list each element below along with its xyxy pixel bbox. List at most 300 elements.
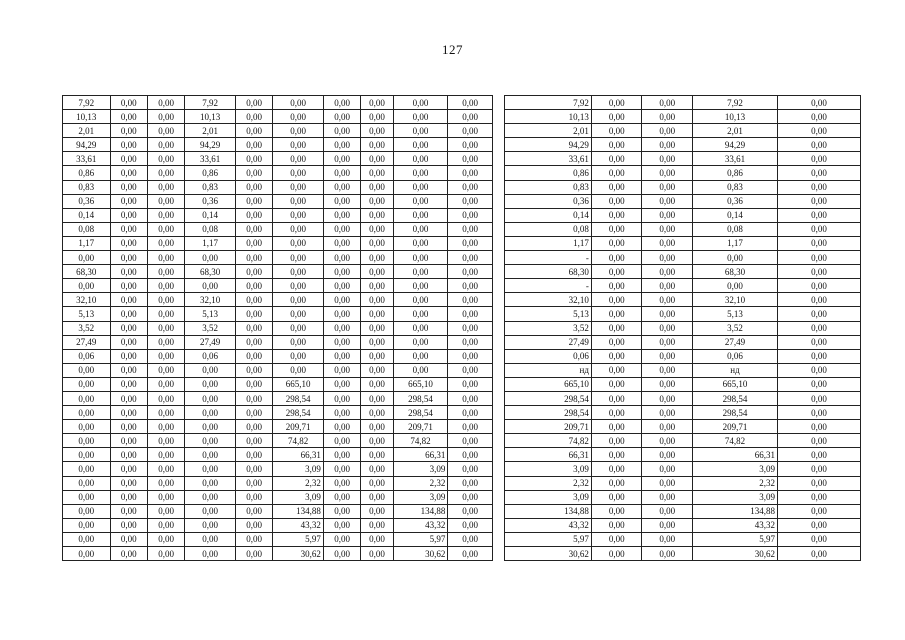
table-cell: 0,00 bbox=[235, 166, 272, 180]
table-cell: 27,49 bbox=[504, 335, 591, 349]
table-cell: 0,00 bbox=[777, 363, 860, 377]
table-cell: 68,30 bbox=[504, 265, 591, 279]
table-cell: 5,97 bbox=[504, 532, 591, 546]
table-cell: 0,00 bbox=[642, 420, 693, 434]
table-cell: 0,00 bbox=[63, 434, 111, 448]
table-cell: 0,00 bbox=[323, 208, 360, 222]
table-cell: 0,00 bbox=[110, 547, 147, 561]
table-row bbox=[63, 547, 861, 561]
column-gap bbox=[492, 166, 504, 180]
table-cell: 0,00 bbox=[147, 504, 184, 518]
table-cell: 0,00 bbox=[361, 335, 393, 349]
table-cell: 0,00 bbox=[777, 222, 860, 236]
table-cell: 0,00 bbox=[185, 391, 236, 405]
table-cell: 0,00 bbox=[235, 251, 272, 265]
table-cell: 68,30 bbox=[185, 265, 236, 279]
table-cell: нд bbox=[504, 363, 591, 377]
table-cell: 66,31 bbox=[693, 448, 778, 462]
table-cell: 0,00 bbox=[63, 391, 111, 405]
table-cell: 0,00 bbox=[323, 96, 360, 110]
table-row bbox=[63, 321, 861, 335]
table-cell: 0,00 bbox=[777, 96, 860, 110]
table-cell: 0,00 bbox=[591, 96, 642, 110]
table-cell: 0,00 bbox=[642, 406, 693, 420]
table-cell: 0,00 bbox=[642, 236, 693, 250]
table-row bbox=[63, 307, 861, 321]
table-cell: 0,00 bbox=[147, 180, 184, 194]
table-cell: 0,00 bbox=[110, 307, 147, 321]
table-cell: 0,00 bbox=[235, 208, 272, 222]
table-cell: 0,00 bbox=[642, 166, 693, 180]
column-gap bbox=[492, 307, 504, 321]
table-cell: 0,14 bbox=[185, 208, 236, 222]
table-cell: 0,00 bbox=[642, 363, 693, 377]
table-cell: 0,00 bbox=[448, 476, 493, 490]
table-cell: 1,17 bbox=[63, 236, 111, 250]
table-cell: 0,00 bbox=[591, 110, 642, 124]
table-cell: 0,00 bbox=[777, 434, 860, 448]
table-cell: 0,00 bbox=[185, 490, 236, 504]
table-row bbox=[63, 448, 861, 462]
table-cell: 0,00 bbox=[185, 406, 236, 420]
table-cell: 298,54 bbox=[393, 391, 448, 405]
table-cell: 0,00 bbox=[235, 391, 272, 405]
table-cell: 0,00 bbox=[591, 490, 642, 504]
table-cell: 0,00 bbox=[777, 391, 860, 405]
table-cell: 0,00 bbox=[393, 96, 448, 110]
table-cell: 0,00 bbox=[185, 532, 236, 546]
table-cell: 0,00 bbox=[110, 363, 147, 377]
table-cell: 0,00 bbox=[393, 222, 448, 236]
table-cell: 0,00 bbox=[323, 152, 360, 166]
table-cell: 0,00 bbox=[393, 307, 448, 321]
table-cell: 0,00 bbox=[235, 462, 272, 476]
table-cell: 94,29 bbox=[504, 138, 591, 152]
table-cell: 0,00 bbox=[110, 476, 147, 490]
data-table bbox=[62, 95, 861, 561]
table-cell: 0,00 bbox=[323, 138, 360, 152]
table-cell: 134,88 bbox=[393, 504, 448, 518]
table-cell: 2,01 bbox=[504, 124, 591, 138]
table-cell: 0,00 bbox=[235, 363, 272, 377]
column-gap bbox=[492, 349, 504, 363]
table-cell: 298,54 bbox=[693, 391, 778, 405]
table-cell: 0,36 bbox=[63, 194, 111, 208]
table-cell: 0,00 bbox=[693, 251, 778, 265]
table-cell: 0,00 bbox=[110, 152, 147, 166]
table-cell: 0,00 bbox=[777, 293, 860, 307]
table-cell: 0,00 bbox=[448, 279, 493, 293]
table-cell: 0,00 bbox=[591, 208, 642, 222]
table-cell: 0,00 bbox=[273, 138, 324, 152]
table-cell: 0,00 bbox=[273, 222, 324, 236]
column-gap bbox=[492, 518, 504, 532]
table-cell: 0,00 bbox=[591, 265, 642, 279]
table-cell: 5,13 bbox=[63, 307, 111, 321]
table-cell: 0,00 bbox=[185, 518, 236, 532]
table-cell: 3,52 bbox=[693, 321, 778, 335]
table-cell: 0,00 bbox=[110, 335, 147, 349]
table-cell: 134,88 bbox=[504, 504, 591, 518]
table-cell: 0,00 bbox=[448, 138, 493, 152]
table-cell: 3,09 bbox=[504, 490, 591, 504]
table-cell: 0,00 bbox=[448, 335, 493, 349]
table-cell: 0,06 bbox=[504, 349, 591, 363]
column-gap bbox=[492, 462, 504, 476]
table-cell: 0,00 bbox=[591, 476, 642, 490]
table-cell: 0,86 bbox=[185, 166, 236, 180]
table-cell: 0,00 bbox=[323, 476, 360, 490]
table-cell: 0,00 bbox=[448, 222, 493, 236]
table-cell: 0,00 bbox=[235, 377, 272, 391]
table-cell: 0,00 bbox=[323, 349, 360, 363]
table-row bbox=[63, 124, 861, 138]
table-cell: 0,00 bbox=[361, 406, 393, 420]
table-cell: 0,00 bbox=[642, 293, 693, 307]
table-cell: 5,97 bbox=[273, 532, 324, 546]
table-cell: 0,06 bbox=[63, 349, 111, 363]
table-cell: 0,00 bbox=[777, 547, 860, 561]
table-cell: 0,00 bbox=[448, 236, 493, 250]
table-cell: 0,00 bbox=[448, 377, 493, 391]
table-cell: 0,00 bbox=[323, 547, 360, 561]
table-cell: 0,00 bbox=[448, 518, 493, 532]
table-cell: 0,00 bbox=[147, 124, 184, 138]
column-gap bbox=[492, 124, 504, 138]
table-cell: 0,00 bbox=[393, 208, 448, 222]
table-cell: 665,10 bbox=[693, 377, 778, 391]
table-cell: 0,00 bbox=[777, 279, 860, 293]
table-cell: 0,00 bbox=[323, 335, 360, 349]
table-row bbox=[63, 434, 861, 448]
table-cell: 0,00 bbox=[147, 518, 184, 532]
table-cell: 33,61 bbox=[185, 152, 236, 166]
table-cell: 0,00 bbox=[147, 236, 184, 250]
column-gap bbox=[492, 208, 504, 222]
table-cell: 30,62 bbox=[504, 547, 591, 561]
table-cell: 0,00 bbox=[323, 518, 360, 532]
table-cell: 0,00 bbox=[235, 335, 272, 349]
table-cell: 7,92 bbox=[185, 96, 236, 110]
column-gap bbox=[492, 532, 504, 546]
table-cell: 0,00 bbox=[361, 138, 393, 152]
table-cell: 7,92 bbox=[63, 96, 111, 110]
table-cell: 94,29 bbox=[693, 138, 778, 152]
table-cell: 0,00 bbox=[642, 476, 693, 490]
table-cell: 1,17 bbox=[504, 236, 591, 250]
table-cell: 0,00 bbox=[361, 518, 393, 532]
table-cell: 209,71 bbox=[693, 420, 778, 434]
table-cell: 0,00 bbox=[273, 124, 324, 138]
table-cell: 0,00 bbox=[273, 208, 324, 222]
table-cell: 0,00 bbox=[642, 434, 693, 448]
table-cell: 0,00 bbox=[448, 532, 493, 546]
table-cell: 0,00 bbox=[63, 377, 111, 391]
table-cell: 0,00 bbox=[591, 293, 642, 307]
table-cell: 0,00 bbox=[185, 251, 236, 265]
table-cell: 0,00 bbox=[777, 124, 860, 138]
table-cell: 0,00 bbox=[448, 406, 493, 420]
table-cell: 3,52 bbox=[504, 321, 591, 335]
table-cell: 0,00 bbox=[448, 434, 493, 448]
table-cell: 0,00 bbox=[63, 532, 111, 546]
table-cell: 0,00 bbox=[591, 124, 642, 138]
table-cell: 0,00 bbox=[235, 138, 272, 152]
table-row bbox=[63, 96, 861, 110]
table-cell: 0,00 bbox=[777, 180, 860, 194]
table-cell: нд bbox=[693, 363, 778, 377]
table-cell: 0,00 bbox=[323, 166, 360, 180]
table-cell: 43,32 bbox=[693, 518, 778, 532]
table-cell: 0,00 bbox=[393, 279, 448, 293]
table-cell: 0,00 bbox=[361, 532, 393, 546]
table-cell: 0,00 bbox=[642, 251, 693, 265]
table-cell: 0,00 bbox=[110, 490, 147, 504]
table-cell: 0,00 bbox=[777, 476, 860, 490]
table-cell: 0,00 bbox=[235, 321, 272, 335]
table-cell: 0,00 bbox=[147, 391, 184, 405]
table-row bbox=[63, 377, 861, 391]
table-cell: 0,00 bbox=[361, 420, 393, 434]
table-cell: 0,00 bbox=[323, 180, 360, 194]
table-cell: 27,49 bbox=[63, 335, 111, 349]
table-row bbox=[63, 490, 861, 504]
table-cell: 0,00 bbox=[642, 152, 693, 166]
table-cell: 0,00 bbox=[273, 307, 324, 321]
table-cell: 0,00 bbox=[448, 152, 493, 166]
table-cell: 0,00 bbox=[777, 166, 860, 180]
table-cell: 665,10 bbox=[393, 377, 448, 391]
table-cell: 0,00 bbox=[591, 462, 642, 476]
table-cell: 0,00 bbox=[110, 293, 147, 307]
table-cell: 0,00 bbox=[323, 124, 360, 138]
table-cell: 209,71 bbox=[393, 420, 448, 434]
table-cell: 0,00 bbox=[185, 504, 236, 518]
column-gap bbox=[492, 265, 504, 279]
table-cell: 0,00 bbox=[273, 251, 324, 265]
table-cell: 27,49 bbox=[185, 335, 236, 349]
column-gap bbox=[492, 363, 504, 377]
table-cell: 0,00 bbox=[63, 448, 111, 462]
table-row bbox=[63, 293, 861, 307]
table-cell: 66,31 bbox=[393, 448, 448, 462]
table-cell: 3,52 bbox=[185, 321, 236, 335]
table-cell: 0,00 bbox=[235, 349, 272, 363]
table-row bbox=[63, 349, 861, 363]
table-row bbox=[63, 335, 861, 349]
table-cell: 0,00 bbox=[235, 518, 272, 532]
table-cell: 0,83 bbox=[185, 180, 236, 194]
table-cell: 0,00 bbox=[642, 307, 693, 321]
table-cell: 0,00 bbox=[273, 265, 324, 279]
table-cell: 0,00 bbox=[110, 236, 147, 250]
table-cell: 0,00 bbox=[361, 490, 393, 504]
table-cell: 0,00 bbox=[110, 462, 147, 476]
table-cell: 0,00 bbox=[777, 420, 860, 434]
column-gap bbox=[492, 504, 504, 518]
table-cell: 3,09 bbox=[693, 462, 778, 476]
table-cell: 0,00 bbox=[591, 532, 642, 546]
table-cell: 0,00 bbox=[361, 124, 393, 138]
table-row bbox=[63, 166, 861, 180]
table-cell: 0,00 bbox=[235, 476, 272, 490]
table-cell: 0,00 bbox=[642, 110, 693, 124]
table-cell: 0,00 bbox=[110, 110, 147, 124]
table-cell: 2,32 bbox=[393, 476, 448, 490]
table-cell: 298,54 bbox=[393, 406, 448, 420]
table-cell: 0,00 bbox=[777, 349, 860, 363]
table-cell: 3,09 bbox=[504, 462, 591, 476]
table-cell: 0,00 bbox=[235, 490, 272, 504]
table-cell: 0,14 bbox=[63, 208, 111, 222]
table-cell: 0,00 bbox=[63, 363, 111, 377]
column-gap bbox=[492, 96, 504, 110]
table-cell: 3,09 bbox=[273, 490, 324, 504]
table-cell: 0,00 bbox=[361, 434, 393, 448]
table-cell: 0,83 bbox=[504, 180, 591, 194]
table-cell: 0,00 bbox=[642, 124, 693, 138]
table-row bbox=[63, 251, 861, 265]
table-cell: 0,00 bbox=[361, 448, 393, 462]
table-cell: 0,00 bbox=[591, 349, 642, 363]
table-cell: 30,62 bbox=[693, 547, 778, 561]
table-cell: 0,00 bbox=[185, 279, 236, 293]
table-cell: 0,00 bbox=[147, 532, 184, 546]
table-cell: 0,00 bbox=[777, 251, 860, 265]
table-cell: 0,00 bbox=[642, 222, 693, 236]
table-row bbox=[63, 504, 861, 518]
table-cell: 0,00 bbox=[235, 307, 272, 321]
table-cell: 0,00 bbox=[642, 391, 693, 405]
table-cell: 0,00 bbox=[448, 363, 493, 377]
column-gap bbox=[492, 110, 504, 124]
table-cell: 0,00 bbox=[147, 335, 184, 349]
table-cell: 0,00 bbox=[110, 194, 147, 208]
table-cell: 0,08 bbox=[693, 222, 778, 236]
table-cell: 10,13 bbox=[693, 110, 778, 124]
table-cell: 0,00 bbox=[63, 406, 111, 420]
table-cell: 0,00 bbox=[777, 236, 860, 250]
table-cell: 0,00 bbox=[323, 307, 360, 321]
table-cell: 0,00 bbox=[273, 335, 324, 349]
table-cell: 0,00 bbox=[147, 349, 184, 363]
table-cell: 0,00 bbox=[777, 152, 860, 166]
table-cell: 33,61 bbox=[693, 152, 778, 166]
table-cell: 0,00 bbox=[448, 504, 493, 518]
table-cell: 0,00 bbox=[273, 279, 324, 293]
table-cell: 0,00 bbox=[393, 152, 448, 166]
table-cell: 0,00 bbox=[273, 110, 324, 124]
table-cell: 0,00 bbox=[110, 251, 147, 265]
table-cell: 0,00 bbox=[642, 547, 693, 561]
column-gap bbox=[492, 391, 504, 405]
table-cell: 0,00 bbox=[777, 335, 860, 349]
table-cell: 0,00 bbox=[361, 208, 393, 222]
column-gap bbox=[492, 434, 504, 448]
table-cell: 665,10 bbox=[273, 377, 324, 391]
table-cell: 1,17 bbox=[693, 236, 778, 250]
table-cell: 0,00 bbox=[777, 448, 860, 462]
table-cell: 0,00 bbox=[147, 96, 184, 110]
table-cell: 298,54 bbox=[273, 406, 324, 420]
table-cell: 0,00 bbox=[323, 406, 360, 420]
table-row bbox=[63, 194, 861, 208]
table-cell: 0,00 bbox=[361, 462, 393, 476]
column-gap bbox=[492, 251, 504, 265]
table-cell: 0,36 bbox=[693, 194, 778, 208]
table-cell: 0,00 bbox=[147, 420, 184, 434]
table-cell: 0,00 bbox=[235, 504, 272, 518]
table-cell: 0,00 bbox=[110, 208, 147, 222]
table-cell: 0,00 bbox=[361, 265, 393, 279]
column-gap bbox=[492, 476, 504, 490]
table-cell: 0,00 bbox=[323, 532, 360, 546]
table-cell: 0,00 bbox=[110, 518, 147, 532]
table-cell: 0,00 bbox=[323, 194, 360, 208]
table-cell: 0,00 bbox=[110, 96, 147, 110]
table-cell: 43,32 bbox=[393, 518, 448, 532]
table-cell: 32,10 bbox=[63, 293, 111, 307]
table-cell: 3,09 bbox=[393, 490, 448, 504]
table-cell: 2,32 bbox=[273, 476, 324, 490]
table-cell: 0,00 bbox=[777, 532, 860, 546]
table-cell: 0,00 bbox=[591, 406, 642, 420]
table-cell: 10,13 bbox=[185, 110, 236, 124]
column-gap bbox=[492, 406, 504, 420]
table-cell: 0,00 bbox=[63, 490, 111, 504]
table-cell: 0,00 bbox=[235, 434, 272, 448]
table-cell: 5,97 bbox=[393, 532, 448, 546]
table-cell: 298,54 bbox=[504, 391, 591, 405]
table-cell: 0,00 bbox=[591, 518, 642, 532]
table-cell: 0,00 bbox=[448, 547, 493, 561]
table-cell: 0,00 bbox=[323, 363, 360, 377]
table-cell: 0,00 bbox=[591, 335, 642, 349]
table-cell: 0,00 bbox=[147, 152, 184, 166]
table-cell: 0,00 bbox=[642, 335, 693, 349]
table-cell: 0,00 bbox=[110, 391, 147, 405]
table-cell: 0,00 bbox=[591, 504, 642, 518]
column-gap bbox=[492, 490, 504, 504]
table-row bbox=[63, 110, 861, 124]
table-cell: 0,00 bbox=[393, 363, 448, 377]
table-cell: 0,00 bbox=[642, 208, 693, 222]
column-gap bbox=[492, 152, 504, 166]
column-gap bbox=[492, 236, 504, 250]
table-cell: 0,00 bbox=[642, 504, 693, 518]
column-gap bbox=[492, 335, 504, 349]
table-cell: 10,13 bbox=[63, 110, 111, 124]
table-cell: 0,00 bbox=[185, 547, 236, 561]
table-cell: 0,00 bbox=[323, 293, 360, 307]
table-row bbox=[63, 222, 861, 236]
table-cell: 0,00 bbox=[591, 138, 642, 152]
table-cell: 0,00 bbox=[642, 96, 693, 110]
table-cell: 0,00 bbox=[110, 420, 147, 434]
table-cell: 0,36 bbox=[504, 194, 591, 208]
table-cell: 33,61 bbox=[504, 152, 591, 166]
table-cell: 0,36 bbox=[185, 194, 236, 208]
table-cell: 0,00 bbox=[235, 96, 272, 110]
table-cell: 0,00 bbox=[642, 462, 693, 476]
table-cell: 0,00 bbox=[361, 96, 393, 110]
table-cell: 0,00 bbox=[591, 547, 642, 561]
table-cell: 0,00 bbox=[448, 391, 493, 405]
table-row bbox=[63, 180, 861, 194]
table-cell: 0,00 bbox=[147, 293, 184, 307]
column-gap bbox=[492, 180, 504, 194]
table-cell: 0,00 bbox=[393, 194, 448, 208]
